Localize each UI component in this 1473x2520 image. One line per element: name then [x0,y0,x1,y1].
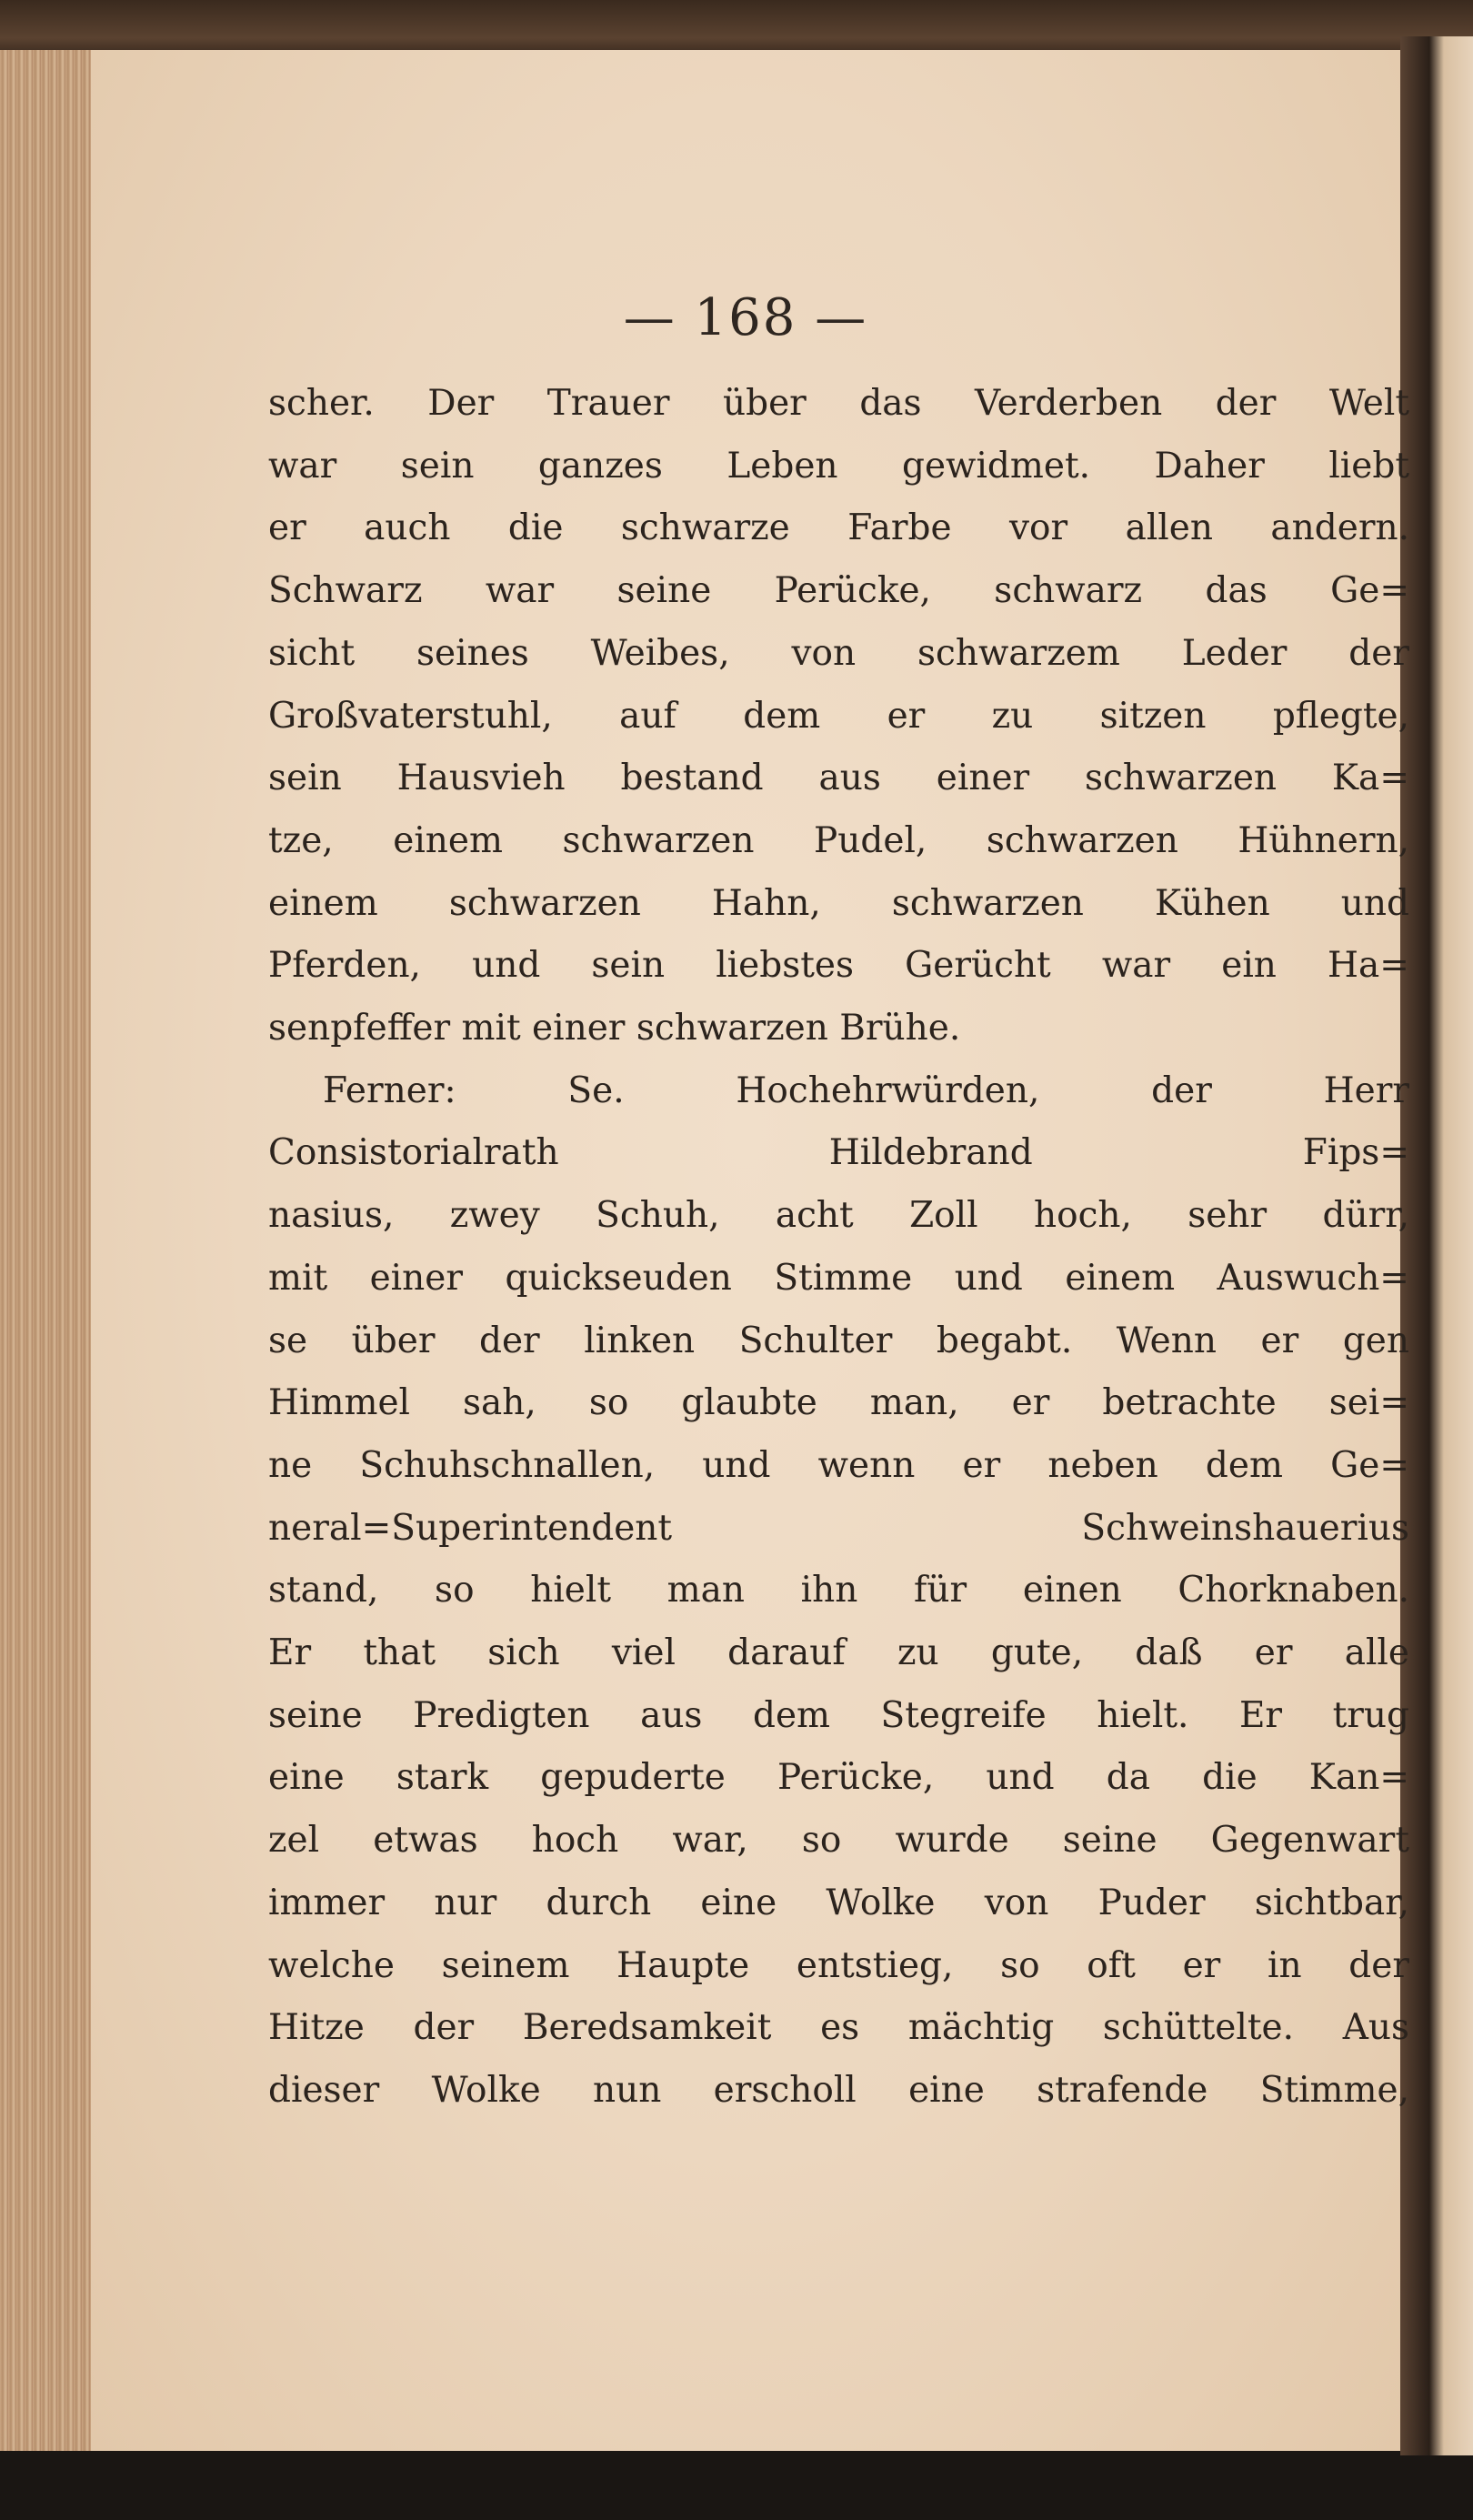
book-gutter [1400,36,1473,2455]
text-line: eine stark gepuderte Perücke, und da die Kan= [268,1757,1409,1799]
text-line: Pferden, und sein liebstes Gerücht war ein Ha= [268,945,1409,987]
text-line: Himmel sah, so glaubte man, er betrachte sei= [268,1382,1409,1424]
text-line: mit einer quickseuden Stimme und einem Auswuch= [268,1257,1409,1299]
text-line: Hitze der Beredsamkeit es mächtig schüttelte. Aus [268,2007,1409,2049]
text-line: neral=Superintendent Schweinshauerius [268,1507,1409,1549]
text-line: er auch die schwarze Farbe vor allen andern. [268,507,1409,549]
text-line: scher. Der Trauer über das Verderben der Welt [268,383,1409,424]
text-line: sein Hausvieh bestand aus einer schwarzen Ka= [268,758,1409,799]
text-line: seine Predigten aus dem Stegreife hielt. Er trug [268,1694,1409,1736]
text-line: Großvaterstuhl, auf dem er zu sitzen pflegte, [268,695,1409,737]
text-line: Consistorialrath Hildebrand Fips= [268,1132,1409,1174]
text-line: senpfeffer mit einer schwarzen Brühe. [268,1008,961,1049]
text-line: ne Schuhschnallen, und wenn er neben dem Ge= [268,1444,1409,1486]
text-line: se über der linken Schulter begabt. Wenn er gen [268,1320,1409,1361]
text-line: einem schwarzen Hahn, schwarzen Kühen und [268,882,1409,924]
text-line: Schwarz war seine Perücke, schwarz das Ge= [268,570,1409,612]
page-number: — 168 — [623,288,868,347]
text-line: zel etwas hoch war, so wurde seine Gegenwart [268,1820,1409,1862]
page-stack-edge [0,50,93,2451]
paragraph-2 [268,1060,1409,2123]
text-line: welche seinem Haupte entstieg, so oft er in der [268,1944,1409,1986]
page-text [268,373,1409,2123]
paragraph-1 [268,373,1409,1060]
text-line: stand, so hielt man ihn für einen Chorknaben. [268,1570,1409,1611]
text-line: tze, einem schwarzen Pudel, schwarzen Hühnern, [268,819,1409,861]
text-line: Er that sich viel darauf zu gute, daß er alle [268,1632,1409,1674]
text-line: war sein ganzes Leben gewidmet. Daher liebt [268,445,1409,487]
text-line: nasius, zwey Schuh, acht Zoll hoch, sehr dürr, [268,1195,1409,1237]
text-line: Ferner: Se. Hochehrwürden, der Herr [323,1069,1409,1111]
book-page [91,50,1409,2451]
text-line: dieser Wolke nun erscholl eine strafende Stimme, [268,2069,1409,2111]
text-line: immer nur durch eine Wolke von Puder sichtbar, [268,1882,1409,1923]
text-line: sicht seines Weibes, von schwarzem Leder der [268,632,1409,674]
